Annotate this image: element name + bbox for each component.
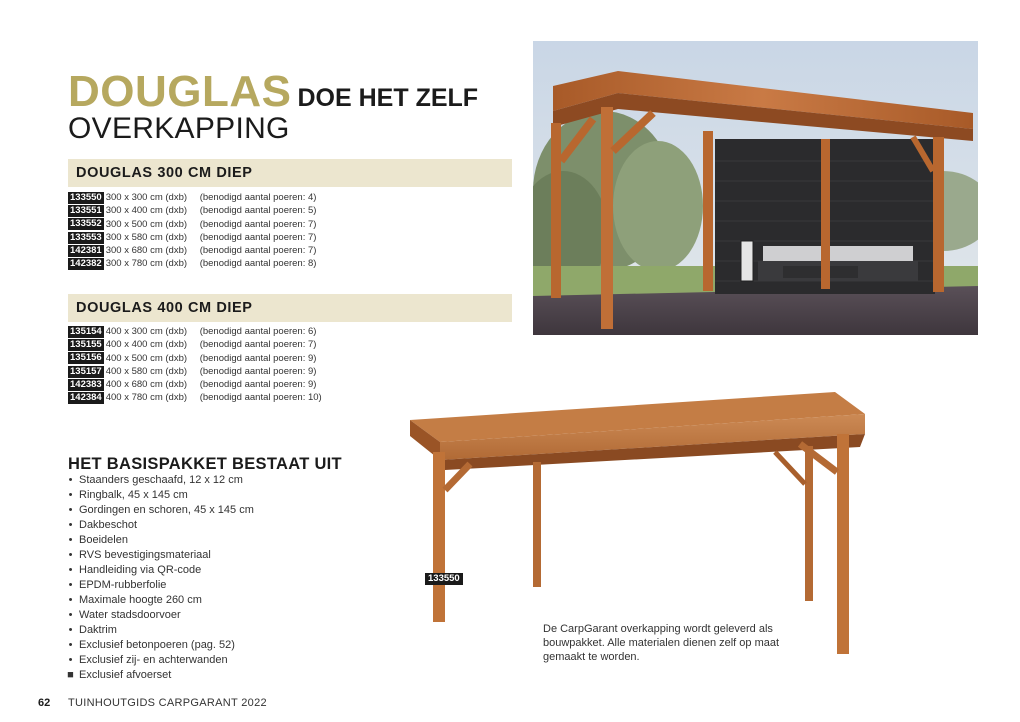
render-product-code: 133550 <box>425 573 463 585</box>
section-heading-400: DOUGLAS 400 CM DIEP <box>68 294 512 322</box>
package-list <box>66 473 254 683</box>
title-douglas: DOUGLAS <box>68 67 292 116</box>
product-dims: 400 x 400 cm (dxb) <box>105 339 188 351</box>
product-row <box>68 325 322 338</box>
product-piers: (benodigd aantal poeren: 7) <box>199 339 317 351</box>
carport-photo <box>533 41 978 335</box>
list-item <box>66 563 254 578</box>
product-dims: 400 x 780 cm (dxb) <box>105 392 188 404</box>
product-dims: 300 x 500 cm (dxb) <box>105 218 188 230</box>
product-row <box>68 191 316 204</box>
list-item <box>66 473 254 488</box>
product-dims: 300 x 680 cm (dxb) <box>105 245 188 257</box>
product-row <box>68 365 322 378</box>
product-row <box>68 352 322 365</box>
list-item-text: EPDM-rubberfolie <box>79 579 167 591</box>
product-piers: (benodigd aantal poeren: 6) <box>199 326 317 337</box>
product-row <box>68 378 322 391</box>
list-item-text: Handleiding via QR-code <box>79 564 202 576</box>
list-item-text: Boeidelen <box>79 534 128 546</box>
footer-title: TUINHOUTGIDS CARPGARANT 2022 <box>68 697 267 709</box>
product-dims: 400 x 580 cm (dxb) <box>105 365 188 377</box>
product-piers: (benodigd aantal poeren: 10) <box>199 392 322 404</box>
product-code: 135155 <box>70 338 102 350</box>
bullet-icon: • <box>68 564 73 576</box>
list-item <box>66 488 254 503</box>
bullet-icon: • <box>68 519 73 531</box>
product-dims: 300 x 580 cm (dxb) <box>105 231 188 243</box>
product-piers: (benodigd aantal poeren: 7) <box>199 231 317 243</box>
list-item-text: Gordingen en schoren, 45 x 145 cm <box>79 504 254 516</box>
product-piers: (benodigd aantal poeren: 4) <box>199 192 317 203</box>
product-piers: (benodigd aantal poeren: 9) <box>199 379 317 391</box>
list-item-text: Daktrim <box>79 624 117 636</box>
product-piers: (benodigd aantal poeren: 9) <box>199 352 317 364</box>
product-code: 135157 <box>70 365 102 377</box>
list-item-text: Exclusief zij- en achterwanden <box>79 654 228 666</box>
product-row <box>68 391 322 404</box>
list-item <box>66 593 254 608</box>
bullet-icon: • <box>68 624 73 636</box>
bullet-icon: • <box>68 474 73 486</box>
bullet-icon: • <box>68 534 73 546</box>
list-item <box>66 623 254 638</box>
product-code: 142382 <box>70 258 102 270</box>
bullet-icon: • <box>68 594 73 606</box>
bullet-icon: • <box>68 654 73 666</box>
product-list-300 <box>68 191 316 271</box>
bullet-icon: • <box>68 609 73 621</box>
product-piers: (benodigd aantal poeren: 8) <box>199 258 317 270</box>
list-item <box>66 548 254 563</box>
product-piers: (benodigd aantal poeren: 9) <box>199 365 317 377</box>
list-item <box>66 533 254 548</box>
product-dims: 300 x 780 cm (dxb) <box>105 258 188 270</box>
product-row <box>68 231 316 244</box>
list-item <box>66 518 254 533</box>
bullet-icon: • <box>68 639 73 651</box>
product-dims: 400 x 680 cm (dxb) <box>105 379 188 391</box>
product-row <box>68 204 316 217</box>
product-piers: (benodigd aantal poeren: 5) <box>199 205 317 217</box>
product-code: 133553 <box>70 231 102 243</box>
list-item-text: Exclusief betonpoeren (pag. 52) <box>79 639 235 651</box>
render-caption: De CarpGarant overkapping wordt geleverd als bouwpakket. Alle materialen dienen zelf op maat gemaakt te worden. <box>543 623 780 663</box>
bullet-icon: • <box>68 489 73 501</box>
product-code: 133551 <box>70 204 102 216</box>
product-row <box>68 257 316 270</box>
bullet-icon: • <box>68 579 73 591</box>
list-item-text: Exclusief afvoerset <box>79 669 172 681</box>
product-row <box>68 218 316 231</box>
product-code: 135156 <box>70 352 102 364</box>
list-item <box>66 653 254 668</box>
list-item <box>66 668 254 683</box>
product-code: 133550 <box>70 191 102 203</box>
product-code: 142381 <box>70 244 102 256</box>
product-dims: 400 x 500 cm (dxb) <box>105 352 188 364</box>
product-piers: (benodigd aantal poeren: 7) <box>199 218 317 230</box>
list-item-text: Water stadsdoorvoer <box>79 609 181 621</box>
product-piers: (benodigd aantal poeren: 7) <box>199 245 317 257</box>
package-heading: HET BASISPAKKET BESTAAT UIT <box>68 455 342 473</box>
product-row <box>68 244 316 257</box>
list-item-text: Dakbeschot <box>79 519 138 531</box>
product-code: 135154 <box>70 325 102 337</box>
list-item-text: Maximale hoogte 260 cm <box>79 594 202 606</box>
title-doe-het-zelf: DOE HET ZELF <box>297 84 479 112</box>
bullet-icon: ■ <box>67 669 74 681</box>
product-list-400 <box>68 325 322 405</box>
page-number: 62 <box>38 697 51 709</box>
list-item <box>66 608 254 623</box>
product-code: 142384 <box>70 392 102 404</box>
product-dims: 300 x 400 cm (dxb) <box>105 205 188 217</box>
bullet-icon: • <box>68 549 73 561</box>
list-item <box>66 503 254 518</box>
product-code: 133552 <box>70 218 102 230</box>
list-item-text: Staanders geschaafd, 12 x 12 cm <box>79 474 243 486</box>
product-dims: 300 x 300 cm (dxb) <box>105 192 188 203</box>
list-item-text: Ringbalk, 45 x 145 cm <box>79 489 188 501</box>
bullet-icon: • <box>68 504 73 516</box>
product-row <box>68 338 322 351</box>
list-item <box>66 578 254 593</box>
list-item-text: RVS bevestigingsmateriaal <box>79 549 211 561</box>
section-heading-300: DOUGLAS 300 CM DIEP <box>68 159 512 187</box>
product-code: 142383 <box>70 378 102 390</box>
list-item <box>66 638 254 653</box>
title-overkapping: OVERKAPPING <box>68 112 290 145</box>
product-dims: 400 x 300 cm (dxb) <box>105 326 188 337</box>
